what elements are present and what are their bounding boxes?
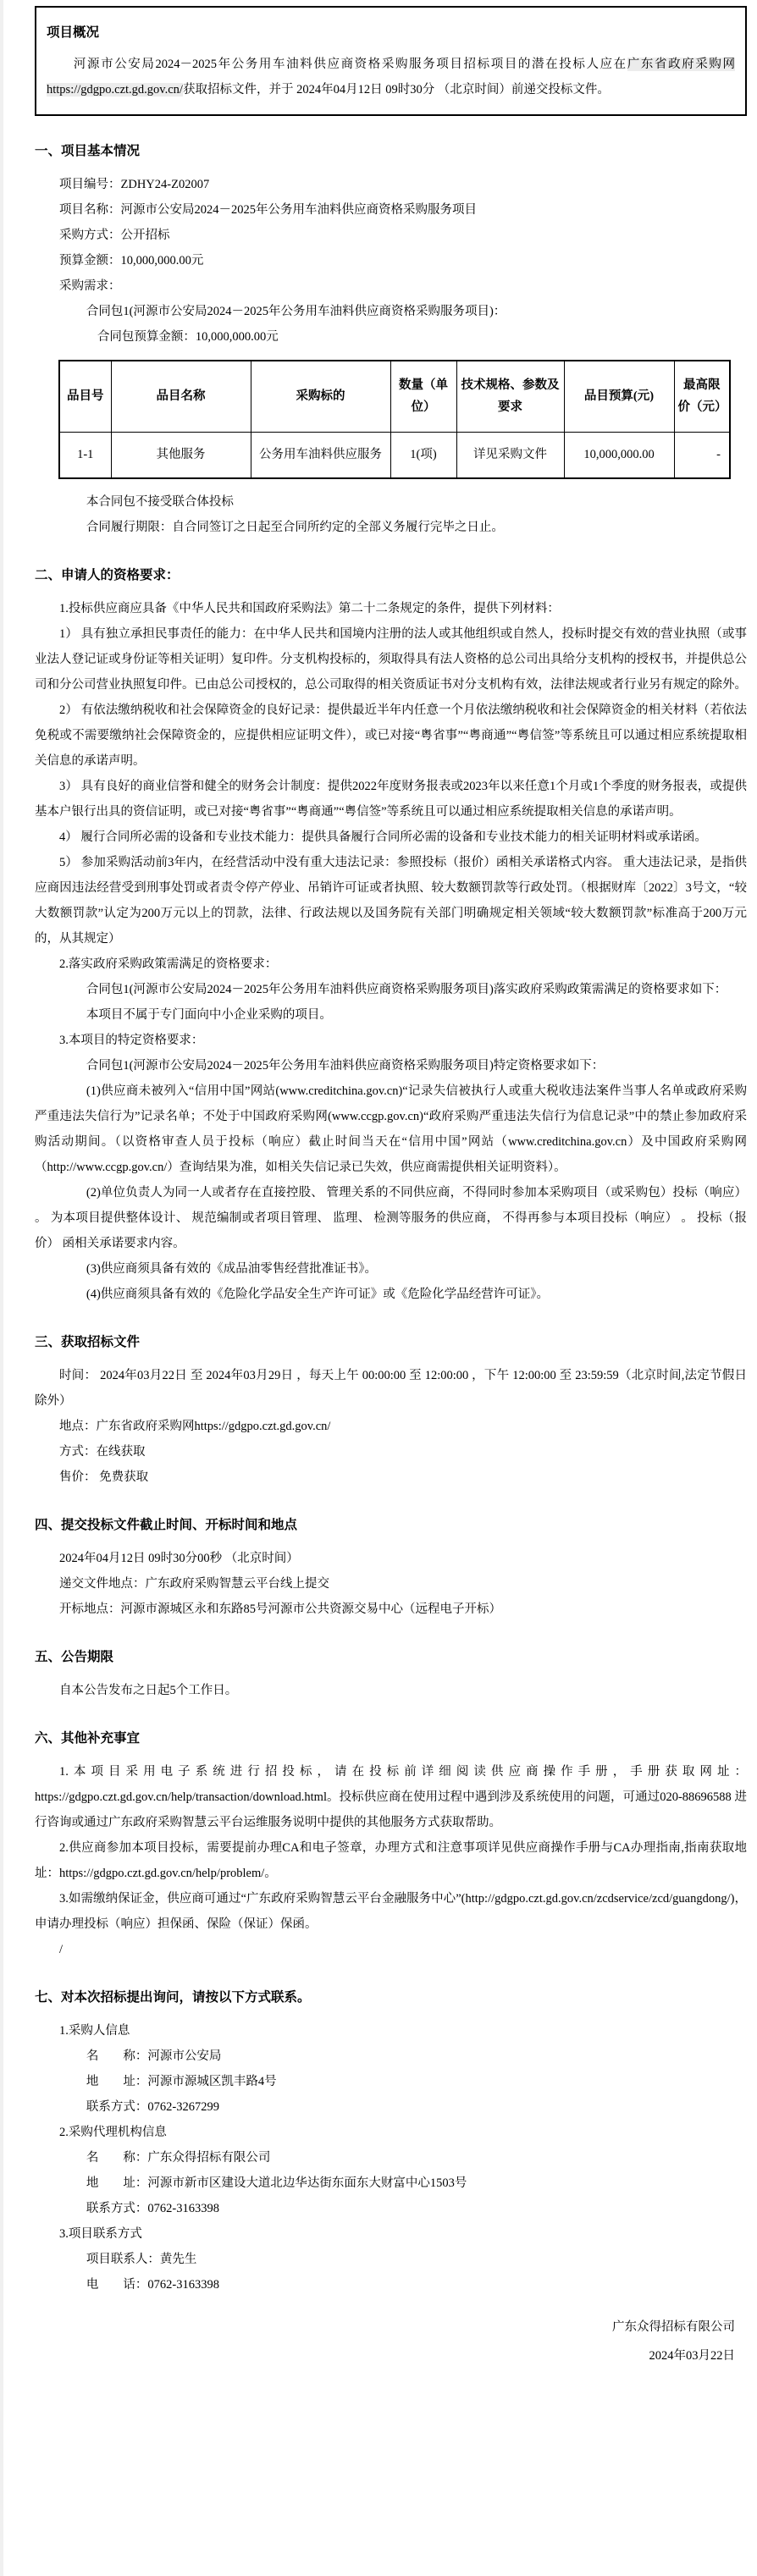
paragraph: 名 称：广东众得招标有限公司 (86, 2151, 271, 2165)
paragraph: 合同履行期限：自合同签订之日起至合同所约定的全部义务履行完毕之日止。 (86, 521, 504, 534)
table-cell: 公务用车油料供应服务 (251, 432, 390, 478)
overview-paragraph (47, 52, 735, 102)
procurement-items-table (58, 360, 731, 479)
paragraph: 开标地点：河源市源城区永和东路85号河源市公共资源交易中心（远程电子开标） (59, 1602, 501, 1616)
paragraph: 1） 具有独立承担民事责任的能力：在中华人民共和国境内注册的法人或其他组织或自然人，投标时提交有效的营业执照（或事业法人登记证或身份证等相关证明）复印件。分支机构投标的，须取得具有法人资格的总公司出具给分支机构的授权书，并提供总公司和分公司营业执照复印件。已由总公司授权的，总公司取得的相关资质证书对分支机构有效，法律法规或者行业另有规定的除外。 (35, 627, 747, 692)
table-row (59, 432, 730, 478)
section-heading: 三、获取招标文件 (35, 1335, 141, 1349)
paragraph: 地点：广东省政府采购网https://gdgpo.czt.gd.gov.cn/ (59, 1420, 331, 1433)
table-header-cell: 品目预算(元) (564, 361, 674, 432)
paragraph: 售价： 免费获取 (59, 1470, 149, 1484)
section-heading: 四、提交投标文件截止时间、开标时间和地点 (35, 1518, 298, 1532)
paragraph: 方式：在线获取 (59, 1445, 146, 1459)
table-cell: 1(项) (390, 432, 456, 478)
paragraph: 电 话：0762-3163398 (86, 2278, 219, 2292)
paragraph: 联系方式：0762-3163398 (86, 2202, 219, 2215)
announcement-document (35, 0, 747, 2370)
table-header-cell: 技术规格、参数及要求 (456, 361, 564, 432)
paragraph: 3.如需缴纳保证金，供应商可通过“广东政府采购智慧云平台金融服务中心”(http://gdgpo.czt.gd.gov.cn/zcdservice/zcd/guangdong/)，申请办理投标（响应）担保函、保险（保证）保函。 (35, 1892, 747, 1931)
paragraph: 2.采购代理机构信息 (59, 2126, 167, 2139)
paragraph: 自本公告发布之日起5个工作日。 (59, 1684, 238, 1697)
paragraph: 合同包1(河源市公安局2024－2025年公务用车油料供应商资格采购服务项目)特定资格要求如下： (86, 1059, 605, 1073)
table-cell: 10,000,000.00 (564, 432, 674, 478)
table-header-cell: 品目名称 (111, 361, 251, 432)
issuer-company: 广东众得招标有限公司 (612, 2320, 735, 2334)
paragraph: 采购需求： (59, 279, 121, 293)
section-heading: 二、申请人的资格要求： (35, 568, 180, 582)
project-overview-box (35, 6, 747, 116)
paragraph: 合同包预算金额：10,000,000.00元 (97, 330, 279, 344)
paragraph: 预算金额：10,000,000.00元 (59, 254, 204, 268)
overview-text-pre: 河源市公安局2024－2025年公务用车油料供应商资格采购服务项目招标项目的潜在投标人应在 (73, 58, 627, 71)
paragraph: 项目联系人：黄先生 (86, 2253, 197, 2266)
paragraph: 2024年04月12日 09时30分00秒 （北京时间） (59, 1552, 299, 1565)
paragraph: 本合同包不接受联合体投标 (86, 495, 234, 509)
section-heading: 六、其他补充事宜 (35, 1731, 141, 1746)
table-header-cell: 品目号 (59, 361, 111, 432)
paragraph: 2） 有依法缴纳税收和社会保障资金的良好记录：提供最近半年内任意一个月依法缴纳税收和社会保障资金的相关材料（若依法免税或不需要缴纳社会保障资金的，应提供相应证明文件），或已对接“粤省事”“粤商通”“粤信签”等系统且可以通过相应系统提取相关信息的承诺声明。 (35, 703, 747, 768)
paragraph: (4)供应商须具备有效的《危险化学品安全生产许可证》或《危险化学品经营许可证》。 (86, 1288, 550, 1301)
section-heading: 七、对本次招标提出询问，请按以下方式联系。 (35, 1990, 311, 2005)
paragraph: (3)供应商须具备有效的《成品油零售经营批准证书》。 (86, 1262, 378, 1276)
page-left-edge (0, 0, 3, 2576)
paragraph: 时间： 2024年03月22日 至 2024年03月29日 ，每天上午 00:00:00 至 12:00:00 ，下午 12:00:00 至 23:59:59（北京时间,法定节假日除外） (35, 1369, 747, 1408)
paragraph: 采购方式：公开招标 (59, 229, 170, 242)
section-heading: 五、公告期限 (35, 1650, 114, 1664)
paragraph: 2.供应商参加本项目投标，需要提前办理CA和电子签章，办理方式和注意事项详见供应商操作手册与CA办理指南,指南获取地址：https://gdgpo.czt.gd.gov.cn/help/problem/。 (35, 1841, 747, 1880)
table-cell: 1-1 (59, 432, 111, 478)
paragraph: 1.采购人信息 (59, 2024, 130, 2038)
issue-date: 2024年03月22日 (649, 2349, 735, 2363)
overview-text-post: 获取招标文件，并于 2024年04月12日 09时30分 （北京时间）前递交投标文件。 (182, 83, 610, 97)
paragraph: 地 址：河源市源城区凯丰路4号 (86, 2075, 277, 2088)
procurement-site-link[interactable]: 广东省政府采购网https://gdgpo.czt.gd.gov.cn/ (47, 58, 735, 97)
table-cell: - (674, 432, 730, 478)
overview-title: 项目概况 (47, 25, 100, 40)
paragraph: 3） 具有良好的商业信誉和健全的财务会计制度：提供2022年度财务报表或2023年以来任意1个月或1个季度的财务报表，或提供基本户银行出具的资信证明，或已对接“粤省事”“粤商通”“粤信签”等系统且可以通过相应系统提取相关信息的承诺声明。 (35, 780, 747, 819)
paragraph: 3.项目联系方式 (59, 2227, 142, 2241)
sections (35, 138, 747, 2297)
paragraph: 联系方式：0762-3267299 (86, 2100, 219, 2114)
paragraph: 递交文件地点：广东政府采购智慧云平台线上提交 (59, 1577, 329, 1591)
paragraph: (2)单位负责人为同一人或者存在直接控股、 管理关系的不同供应商，不得同时参加本采购项目（或采购包）投标（响应） 。 为本项目提供整体设计、 规范编制或者项目管理、 监理、 检测等服务的供应商， 不得再参与本项目投标（响应） 。 投标（报价） 函相关承诺要求内容。 (35, 1186, 747, 1250)
paragraph: 地 址：河源市新市区建设大道北边华达街东面东大财富中心1503号 (86, 2176, 467, 2190)
paragraph: 5） 参加采购活动前3年内，在经营活动中没有重大违法记录：参照投标（报价）函相关承诺格式内容。 重大违法记录，是指供应商因违法经营受到刑事处罚或者责令停产停业、吊销许可证或者执照、较大数额罚款等行政处罚。（根据财库〔2022〕3号文，“较大数额罚款”认定为200万元以上的罚款，法律、行政法规以及国务院有关部门明确规定相关领域“较大数额罚款”标准高于200万元的，从其规定） (35, 856, 747, 946)
paragraph: 名 称：河源市公安局 (86, 2049, 222, 2063)
paragraph: 2.落实政府采购政策需满足的资格要求： (59, 957, 278, 971)
table-header-row (59, 361, 730, 432)
paragraph: / (59, 1943, 64, 1956)
table-header-cell: 采购标的 (251, 361, 390, 432)
paragraph: 项目编号：ZDHY24-Z02007 (59, 178, 210, 191)
paragraph: 项目名称：河源市公安局2024－2025年公务用车油料供应商资格采购服务项目 (59, 203, 477, 217)
table-header-cell: 最高限价（元） (674, 361, 730, 432)
paragraph: 合同包1(河源市公安局2024－2025年公务用车油料供应商资格采购服务项目)： (86, 305, 506, 318)
paragraph: (1)供应商未被列入“信用中国”网站(www.creditchina.gov.cn)“记录失信被执行人或重大税收违法案件当事人名单或政府采购严重违法失信行为”记录名单；不处于中国政府采购网(www.ccgp.gov.cn)“政府采购严重违法失信行为信息记录”中的禁止参加政府采购活动期间。（以资格审查人员于投标（响应）截止时间当天在“信用中国”网站（www.creditchina.gov.cn）及中国政府采购网（http://www.ccgp.gov.cn/）查询结果为准，如相关失信记录已失效，供应商需提供相关证明资料）。 (35, 1084, 747, 1174)
section-heading: 一、项目基本情况 (35, 144, 141, 158)
paragraph: 4） 履行合同所必需的设备和专业技术能力：提供具备履行合同所必需的设备和专业技术能力的相关证明材料或承诺函。 (59, 830, 707, 844)
signature-block (35, 2313, 747, 2370)
paragraph: 1.本项目采用电子系统进行招投标，请在投标前详细阅读供应商操作手册，手册获取网址：https://gdgpo.czt.gd.gov.cn/help/transaction/download.html。投标供应商在使用过程中遇到涉及系统使用的问题，可通过020-88696588 进行咨询或通过广东政府采购智慧云平台运维服务说明中提供的其他服务方式获取帮助。 (35, 1765, 747, 1829)
table-header-cell: 数量（单位） (390, 361, 456, 432)
paragraph: 本项目不属于专门面向中小企业采购的项目。 (86, 1008, 332, 1022)
table-cell: 其他服务 (111, 432, 251, 478)
paragraph: 合同包1(河源市公安局2024－2025年公务用车油料供应商资格采购服务项目)落实政府采购政策需满足的资格要求如下： (86, 983, 727, 996)
table-cell: 详见采购文件 (456, 432, 564, 478)
paragraph: 3.本项目的特定资格要求： (59, 1034, 204, 1047)
paragraph: 1.投标供应商应具备《中华人民共和国政府采购法》第二十二条规定的条件，提供下列材料： (59, 602, 560, 615)
